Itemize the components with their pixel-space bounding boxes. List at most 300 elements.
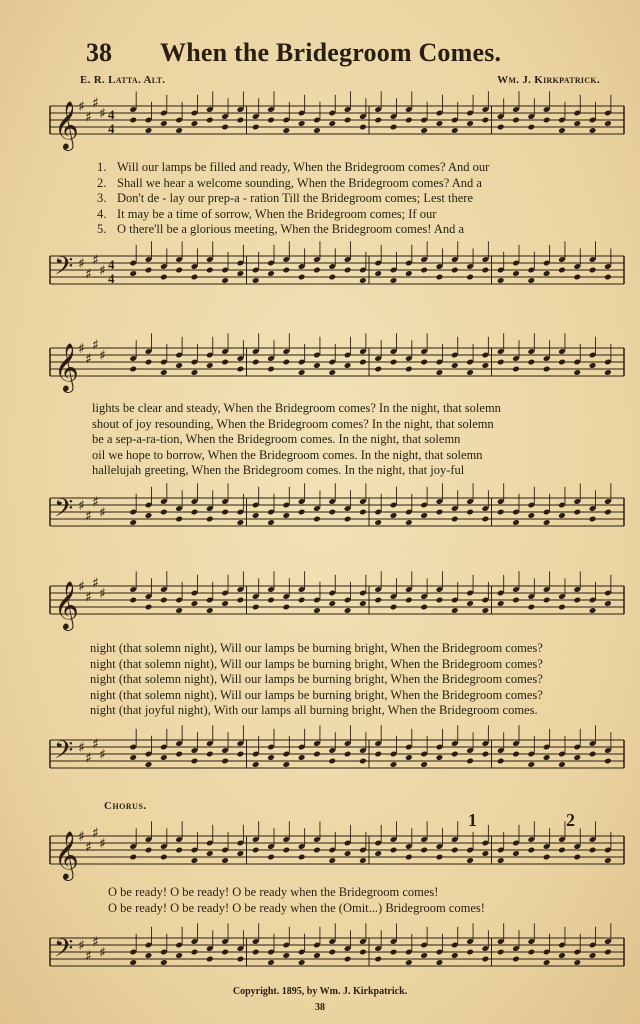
notehead-icon bbox=[497, 509, 505, 516]
notehead-icon bbox=[589, 847, 597, 854]
notehead-icon bbox=[328, 600, 336, 607]
notehead-icon bbox=[221, 949, 229, 956]
verse-line: 5. O there'll be a glorious meeting, When the Bridegroom comes! And a bbox=[97, 222, 465, 237]
notehead-icon bbox=[298, 274, 306, 281]
notehead-icon bbox=[237, 366, 245, 373]
verse-line: lights be clear and steady, When the Bridegroom comes? In the night, that solemn bbox=[92, 401, 501, 415]
notehead-icon bbox=[129, 959, 137, 966]
sharp-icon: ♯ bbox=[85, 266, 92, 283]
notehead-icon bbox=[405, 519, 413, 526]
verse-line: night (that solemn night), Will our lamps be burning bright, When the Bridegroom comes? bbox=[90, 687, 543, 702]
notehead-icon bbox=[573, 959, 581, 966]
notehead-icon bbox=[374, 956, 382, 963]
notehead-icon bbox=[527, 949, 535, 956]
notehead-icon bbox=[191, 120, 199, 127]
notehead-icon bbox=[405, 366, 413, 373]
notehead-icon bbox=[512, 597, 520, 604]
notehead-icon bbox=[298, 597, 306, 604]
notehead-icon bbox=[359, 359, 367, 366]
notehead-icon bbox=[482, 956, 490, 963]
notehead-icon bbox=[129, 270, 137, 277]
notehead-icon bbox=[344, 117, 352, 124]
notehead-icon bbox=[405, 754, 413, 761]
verse-line: night (that joyful night), With our lamps all burning bright, When the Bridegroom comes. bbox=[90, 703, 538, 718]
notehead-icon bbox=[390, 512, 398, 519]
notehead-icon bbox=[145, 267, 153, 274]
treble-clef-icon: 𝄞 bbox=[54, 100, 79, 149]
sharp-icon: ♯ bbox=[99, 348, 106, 364]
verse-line: oil we hope to borrow, When the Bridegroom comes. In the night, that solemn bbox=[92, 447, 483, 462]
notehead-icon bbox=[589, 127, 597, 134]
notehead-icon bbox=[267, 754, 275, 761]
notehead-icon bbox=[604, 369, 612, 376]
notehead-icon bbox=[145, 604, 153, 611]
notehead-icon bbox=[420, 512, 428, 519]
notehead-icon bbox=[145, 952, 153, 959]
notehead-icon bbox=[512, 117, 520, 124]
notehead-icon bbox=[558, 512, 566, 519]
notehead-icon bbox=[328, 120, 336, 127]
notehead-icon bbox=[390, 604, 398, 611]
notehead-icon bbox=[160, 597, 168, 604]
sharp-icon: ♯ bbox=[85, 750, 92, 767]
notehead-icon bbox=[129, 519, 137, 526]
notehead-icon bbox=[191, 509, 199, 516]
notehead-icon bbox=[466, 120, 474, 127]
verse-line: hallelujah greeting, When the Bridegroom comes. In the night, that joy-ful bbox=[92, 463, 465, 478]
notehead-icon bbox=[282, 604, 290, 611]
sharp-icon: ♯ bbox=[78, 498, 85, 514]
lyrics-system-1 bbox=[97, 160, 489, 238]
notehead-icon bbox=[129, 366, 137, 373]
notehead-icon bbox=[589, 516, 597, 523]
notehead-icon bbox=[420, 761, 428, 768]
notehead-icon bbox=[267, 366, 275, 373]
notehead-icon bbox=[282, 267, 290, 274]
notehead-icon bbox=[527, 604, 535, 611]
notehead-icon bbox=[267, 597, 275, 604]
notehead-icon bbox=[436, 274, 444, 281]
sharp-icon: ♯ bbox=[78, 341, 85, 357]
notehead-icon bbox=[420, 604, 428, 611]
sharp-icon: ♯ bbox=[78, 99, 85, 115]
sharp-icon: ♯ bbox=[99, 945, 106, 961]
notehead-icon bbox=[313, 607, 321, 614]
notehead-icon bbox=[466, 857, 474, 864]
bass-staff-system-1 bbox=[0, 238, 640, 308]
notehead-icon bbox=[573, 509, 581, 516]
notehead-icon bbox=[436, 369, 444, 376]
notehead-icon bbox=[405, 270, 413, 277]
bass-clef-icon: 𝄢 bbox=[54, 494, 74, 529]
notehead-icon bbox=[390, 277, 398, 284]
notehead-icon bbox=[497, 600, 505, 607]
sharp-icon: ♯ bbox=[92, 252, 99, 269]
music-credit: Wm. J. Kirkpatrick. bbox=[497, 74, 600, 86]
notehead-icon bbox=[573, 597, 581, 604]
treble-clef-icon: 𝄞 bbox=[54, 830, 79, 879]
notehead-icon bbox=[451, 516, 459, 523]
notehead-icon bbox=[252, 277, 260, 284]
notehead-icon bbox=[237, 117, 245, 124]
verse-line: night (that solemn night), Will our lamps be burning bright, When the Bridegroom comes? bbox=[90, 672, 543, 687]
notehead-icon bbox=[512, 366, 520, 373]
notehead-icon bbox=[420, 359, 428, 366]
bass-staff-chorus bbox=[0, 920, 640, 990]
treble-clef-icon: 𝄞 bbox=[54, 580, 79, 629]
time-signature-icon: 4 bbox=[108, 121, 115, 136]
sharp-icon: ♯ bbox=[99, 586, 106, 602]
notehead-icon bbox=[589, 952, 597, 959]
time-signature-icon: 4 bbox=[108, 107, 115, 122]
notehead-icon bbox=[589, 607, 597, 614]
sharp-icon: ♯ bbox=[85, 109, 92, 126]
notehead-icon bbox=[482, 607, 490, 614]
notehead-icon bbox=[267, 959, 275, 966]
notehead-icon bbox=[390, 124, 398, 131]
sharp-icon: ♯ bbox=[85, 351, 92, 368]
notehead-icon bbox=[543, 854, 551, 861]
notehead-icon bbox=[359, 857, 367, 864]
notehead-icon bbox=[374, 850, 382, 857]
notehead-icon bbox=[160, 274, 168, 281]
notehead-icon bbox=[497, 124, 505, 131]
bass-staff-system-2 bbox=[0, 480, 640, 550]
notehead-icon bbox=[436, 120, 444, 127]
notehead-icon bbox=[405, 117, 413, 124]
notehead-icon bbox=[466, 369, 474, 376]
notehead-icon bbox=[175, 516, 183, 523]
notehead-icon bbox=[267, 519, 275, 526]
notehead-icon bbox=[175, 267, 183, 274]
notehead-icon bbox=[573, 369, 581, 376]
notehead-icon bbox=[482, 850, 490, 857]
sharp-icon: ♯ bbox=[78, 829, 85, 845]
notehead-icon bbox=[543, 270, 551, 277]
notehead-icon bbox=[328, 274, 336, 281]
notehead-icon bbox=[390, 847, 398, 854]
notehead-icon bbox=[237, 270, 245, 277]
notehead-icon bbox=[145, 512, 153, 519]
notehead-icon bbox=[221, 277, 229, 284]
chorus-line: O be ready! O be ready! O be ready when the (Omit...) Bridegroom comes! bbox=[108, 900, 485, 915]
notehead-icon bbox=[298, 509, 306, 516]
notehead-icon bbox=[451, 127, 459, 134]
notehead-icon bbox=[573, 120, 581, 127]
notehead-icon bbox=[359, 949, 367, 956]
notehead-icon bbox=[558, 847, 566, 854]
notehead-icon bbox=[344, 607, 352, 614]
notehead-icon bbox=[206, 607, 214, 614]
verse-line: be a sep-a-ra-tion, When the Bridegroom comes. In the night, that solemn bbox=[92, 432, 461, 447]
verse-line: 1. Will our lamps be filled and ready, When the Bridegroom comes? And our bbox=[97, 160, 490, 174]
notehead-icon bbox=[328, 369, 336, 376]
lyrics-system-2 bbox=[92, 401, 501, 479]
notehead-icon bbox=[359, 277, 367, 284]
notehead-icon bbox=[466, 509, 474, 516]
notehead-icon bbox=[298, 959, 306, 966]
notehead-icon bbox=[436, 597, 444, 604]
sharp-icon: ♯ bbox=[78, 740, 85, 756]
notehead-icon bbox=[543, 754, 551, 761]
notehead-icon bbox=[359, 758, 367, 765]
notehead-icon bbox=[344, 956, 352, 963]
notehead-icon bbox=[420, 267, 428, 274]
bass-staff-system-3 bbox=[0, 722, 640, 792]
notehead-icon bbox=[604, 600, 612, 607]
sharp-icon: ♯ bbox=[92, 934, 99, 951]
notehead-icon bbox=[160, 754, 168, 761]
notehead-icon bbox=[206, 956, 214, 963]
notehead-icon bbox=[451, 952, 459, 959]
sharp-icon: ♯ bbox=[99, 263, 106, 279]
notehead-icon bbox=[313, 952, 321, 959]
notehead-icon bbox=[558, 952, 566, 959]
notehead-icon bbox=[160, 369, 168, 376]
notehead-icon bbox=[221, 758, 229, 765]
notehead-icon bbox=[589, 362, 597, 369]
treble-staff-system-1 bbox=[0, 88, 640, 158]
time-signature-icon: 4 bbox=[108, 271, 115, 286]
notehead-icon bbox=[145, 761, 153, 768]
notehead-icon bbox=[267, 270, 275, 277]
sharp-icon: ♯ bbox=[78, 938, 85, 954]
sharp-icon: ♯ bbox=[99, 505, 106, 521]
notehead-icon bbox=[543, 519, 551, 526]
notehead-icon bbox=[344, 751, 352, 758]
sharp-icon: ♯ bbox=[92, 337, 99, 354]
hymn-number: 38 bbox=[86, 38, 112, 67]
notehead-icon bbox=[604, 949, 612, 956]
notehead-icon bbox=[543, 117, 551, 124]
verse-line: 2. Shall we hear a welcome sounding, When the Bridegroom comes? And a bbox=[97, 175, 482, 190]
notehead-icon bbox=[252, 761, 260, 768]
notehead-icon bbox=[313, 362, 321, 369]
bass-clef-icon: 𝄢 bbox=[54, 736, 74, 771]
notehead-icon bbox=[344, 362, 352, 369]
notehead-icon bbox=[267, 117, 275, 124]
notehead-icon bbox=[282, 512, 290, 519]
notehead-icon bbox=[497, 857, 505, 864]
lyrics-chorus bbox=[108, 885, 485, 916]
notehead-icon bbox=[543, 597, 551, 604]
notehead-icon bbox=[129, 597, 137, 604]
notehead-icon bbox=[512, 956, 520, 963]
notehead-icon bbox=[175, 607, 183, 614]
notehead-icon bbox=[221, 124, 229, 131]
notehead-icon bbox=[237, 956, 245, 963]
notehead-icon bbox=[344, 850, 352, 857]
verse-line: 4. It may be a time of sorrow, When the Bridegroom comes; If our bbox=[97, 206, 437, 221]
notehead-icon bbox=[282, 761, 290, 768]
sharp-icon: ♯ bbox=[78, 256, 85, 272]
notehead-icon bbox=[573, 754, 581, 761]
page-number: 38 bbox=[315, 1002, 325, 1013]
sharp-icon: ♯ bbox=[85, 839, 92, 856]
notehead-icon bbox=[374, 270, 382, 277]
sharp-icon: ♯ bbox=[92, 825, 99, 842]
notehead-icon bbox=[527, 124, 535, 131]
sharp-icon: ♯ bbox=[92, 736, 99, 753]
sharp-icon: ♯ bbox=[99, 836, 106, 852]
notehead-icon bbox=[436, 754, 444, 761]
notehead-icon bbox=[497, 359, 505, 366]
notehead-icon bbox=[298, 120, 306, 127]
notehead-icon bbox=[527, 359, 535, 366]
notehead-icon bbox=[237, 850, 245, 857]
notehead-icon bbox=[527, 277, 535, 284]
notehead-icon bbox=[175, 952, 183, 959]
notehead-icon bbox=[313, 751, 321, 758]
first-ending-label: 1 bbox=[468, 810, 477, 830]
notehead-icon bbox=[206, 516, 214, 523]
notehead-icon bbox=[313, 127, 321, 134]
notehead-icon bbox=[206, 751, 214, 758]
bass-clef-icon: 𝄢 bbox=[54, 934, 74, 969]
notehead-icon bbox=[252, 124, 260, 131]
verse-line: night (that solemn night), Will our lamps be burning bright, When the Bridegroom comes? bbox=[90, 641, 543, 655]
chorus-label: Chorus. bbox=[104, 800, 147, 812]
notehead-icon bbox=[328, 857, 336, 864]
notehead-icon bbox=[267, 854, 275, 861]
notehead-icon bbox=[129, 754, 137, 761]
hymn-title: When the Bridegroom Comes. bbox=[160, 38, 502, 67]
notehead-icon bbox=[420, 952, 428, 959]
notehead-icon bbox=[374, 519, 382, 526]
notehead-icon bbox=[175, 751, 183, 758]
notehead-icon bbox=[512, 519, 520, 526]
bass-clef-icon: 𝄢 bbox=[54, 252, 74, 287]
notehead-icon bbox=[558, 604, 566, 611]
notehead-icon bbox=[160, 509, 168, 516]
notehead-icon bbox=[282, 952, 290, 959]
notehead-icon bbox=[191, 600, 199, 607]
notehead-icon bbox=[175, 847, 183, 854]
sharp-icon: ♯ bbox=[85, 948, 92, 965]
treble-staff-system-3 bbox=[0, 568, 640, 638]
notehead-icon bbox=[405, 597, 413, 604]
notehead-icon bbox=[344, 516, 352, 523]
notehead-icon bbox=[436, 959, 444, 966]
sharp-icon: ♯ bbox=[85, 589, 92, 606]
notehead-icon bbox=[374, 117, 382, 124]
chorus-line: O be ready! O be ready! O be ready when the Bridegroom comes! bbox=[108, 885, 439, 899]
verse-line: shout of joy resounding, When the Bridegroom comes? In the night, that solemn bbox=[92, 416, 494, 431]
notehead-icon bbox=[206, 362, 214, 369]
notehead-icon bbox=[573, 274, 581, 281]
notehead-icon bbox=[436, 509, 444, 516]
notehead-icon bbox=[451, 267, 459, 274]
notehead-icon bbox=[482, 751, 490, 758]
notehead-icon bbox=[543, 959, 551, 966]
sharp-icon: ♯ bbox=[99, 106, 106, 122]
notehead-icon bbox=[482, 362, 490, 369]
notehead-icon bbox=[206, 850, 214, 857]
notehead-icon bbox=[359, 124, 367, 131]
notehead-icon bbox=[589, 751, 597, 758]
notehead-icon bbox=[497, 949, 505, 956]
notehead-icon bbox=[221, 857, 229, 864]
notehead-icon bbox=[558, 761, 566, 768]
notehead-icon bbox=[390, 949, 398, 956]
treble-clef-icon: 𝄞 bbox=[54, 342, 79, 391]
notehead-icon bbox=[512, 270, 520, 277]
notehead-icon bbox=[589, 267, 597, 274]
notehead-icon bbox=[298, 854, 306, 861]
notehead-icon bbox=[282, 127, 290, 134]
notehead-icon bbox=[497, 758, 505, 765]
notehead-icon bbox=[282, 847, 290, 854]
notehead-icon bbox=[221, 359, 229, 366]
notehead-icon bbox=[451, 751, 459, 758]
notehead-icon bbox=[558, 359, 566, 366]
notehead-icon bbox=[405, 959, 413, 966]
notehead-icon bbox=[191, 857, 199, 864]
notehead-icon bbox=[466, 758, 474, 765]
notehead-icon bbox=[573, 854, 581, 861]
notehead-icon bbox=[436, 854, 444, 861]
notehead-icon bbox=[252, 512, 260, 519]
notehead-icon bbox=[466, 949, 474, 956]
notehead-icon bbox=[252, 949, 260, 956]
notehead-icon bbox=[191, 369, 199, 376]
notehead-icon bbox=[191, 758, 199, 765]
notehead-icon bbox=[527, 847, 535, 854]
notehead-icon bbox=[482, 117, 490, 124]
notehead-icon bbox=[237, 751, 245, 758]
notehead-icon bbox=[604, 509, 612, 516]
notehead-icon bbox=[221, 509, 229, 516]
notehead-icon bbox=[221, 600, 229, 607]
notehead-icon bbox=[374, 366, 382, 373]
notehead-icon bbox=[145, 127, 153, 134]
notehead-icon bbox=[191, 949, 199, 956]
notehead-icon bbox=[160, 959, 168, 966]
notehead-icon bbox=[527, 761, 535, 768]
notehead-icon bbox=[160, 120, 168, 127]
notehead-icon bbox=[252, 604, 260, 611]
notehead-icon bbox=[175, 362, 183, 369]
notehead-icon bbox=[420, 127, 428, 134]
notehead-icon bbox=[328, 758, 336, 765]
notehead-icon bbox=[512, 850, 520, 857]
notehead-icon bbox=[512, 751, 520, 758]
copyright-notice: Copyright. 1895, by Wm. J. Kirkpatrick. bbox=[232, 986, 408, 997]
time-signature-icon: 4 bbox=[108, 257, 115, 272]
second-ending-label: 2 bbox=[566, 810, 575, 830]
notehead-icon bbox=[374, 597, 382, 604]
notehead-icon bbox=[145, 359, 153, 366]
notehead-icon bbox=[420, 847, 428, 854]
notehead-icon bbox=[466, 600, 474, 607]
notehead-icon bbox=[129, 117, 137, 124]
notehead-icon bbox=[604, 274, 612, 281]
notehead-icon bbox=[237, 519, 245, 526]
notehead-icon bbox=[543, 366, 551, 373]
verse-line: 3. Don't de - lay our prep-a - ration Till the Bridegroom comes; Lest there bbox=[97, 191, 473, 206]
sharp-icon: ♯ bbox=[85, 508, 92, 525]
notehead-icon bbox=[328, 509, 336, 516]
notehead-icon bbox=[191, 274, 199, 281]
sharp-icon: ♯ bbox=[92, 575, 99, 592]
lyrics-system-3 bbox=[90, 641, 543, 719]
notehead-icon bbox=[129, 854, 137, 861]
notehead-icon bbox=[451, 847, 459, 854]
notehead-icon bbox=[390, 761, 398, 768]
notehead-icon bbox=[298, 754, 306, 761]
words-credit: E. R. Latta. Alt. bbox=[80, 74, 166, 86]
notehead-icon bbox=[390, 359, 398, 366]
